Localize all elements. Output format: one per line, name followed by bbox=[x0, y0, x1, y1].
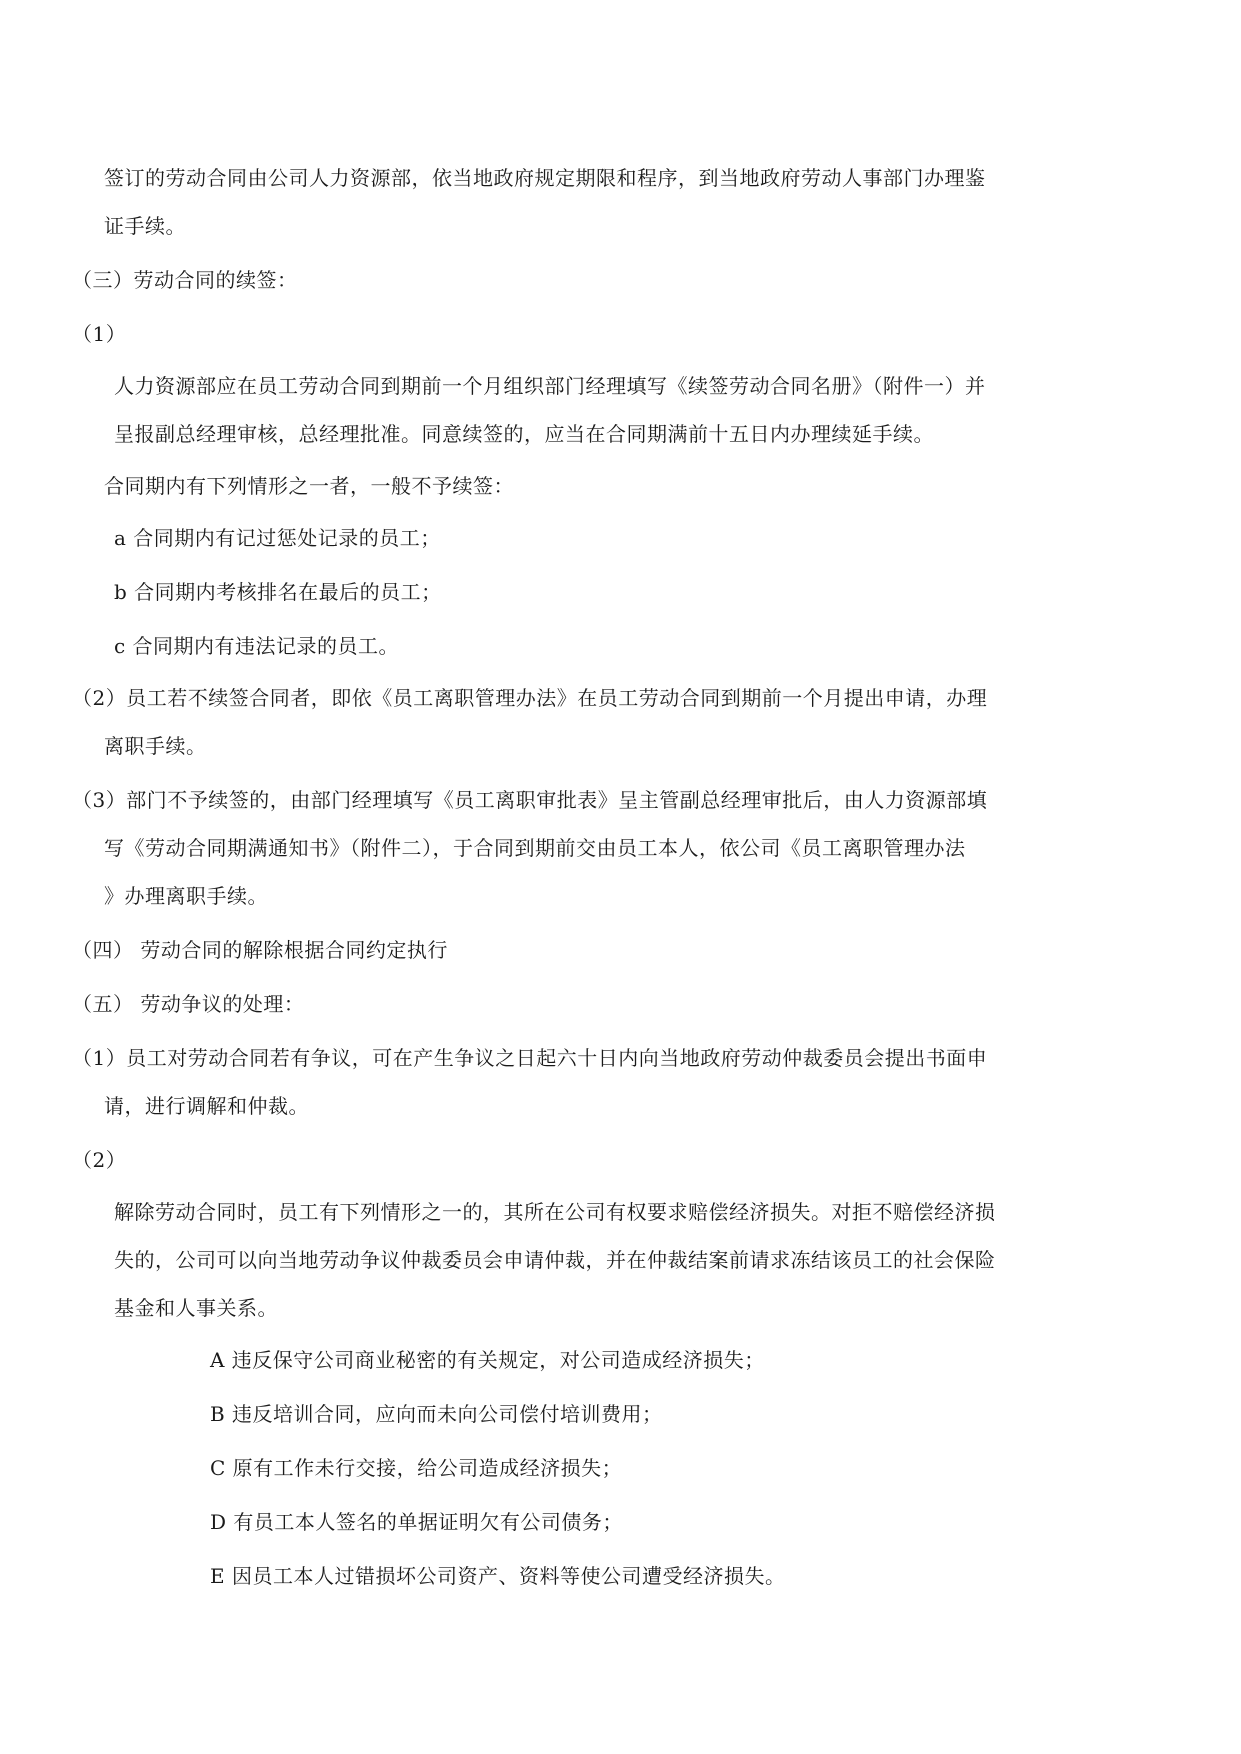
paragraph-line: 基金和人事关系。 bbox=[114, 1296, 278, 1320]
list-item: C 原有工作未行交接，给公司造成经济损失； bbox=[210, 1456, 623, 1480]
list-item: B 违反培训合同，应向而未向公司偿付培训费用； bbox=[210, 1402, 663, 1426]
paragraph-line: 失的，公司可以向当地劳动争议仲裁委员会申请仲裁，并在仲裁结案前请求冻结该员工的社会保险 bbox=[114, 1248, 996, 1272]
paragraph-line: 签订的劳动合同由公司人力资源部，依当地政府规定期限和程序，到当地政府劳动人事部门办理鉴 bbox=[104, 166, 986, 190]
section-heading: （四） 劳动合同的解除根据合同约定执行 bbox=[72, 938, 448, 962]
item-number: （1） bbox=[72, 322, 127, 346]
paragraph-line: 人力资源部应在员工劳动合同到期前一个月组织部门经理填写《续签劳动合同名册》（附件一）并 bbox=[114, 374, 986, 398]
paragraph-line: 解除劳动合同时，员工有下列情形之一的，其所在公司有权要求赔偿经济损失。对拒不赔偿经济损 bbox=[114, 1200, 996, 1224]
list-item: c 合同期内有违法记录的员工。 bbox=[114, 634, 400, 658]
item-number: （2） bbox=[72, 1148, 127, 1172]
list-item: A 违反保守公司商业秘密的有关规定，对公司造成经济损失； bbox=[210, 1348, 765, 1372]
paragraph-line: 离职手续。 bbox=[104, 734, 207, 758]
paragraph-line: 证手续。 bbox=[104, 214, 186, 238]
paragraph-line: 呈报副总经理审核，总经理批准。同意续签的，应当在合同期满前十五日内办理续延手续。 bbox=[114, 422, 934, 446]
list-item: D 有员工本人签名的单据证明欠有公司债务； bbox=[210, 1510, 623, 1534]
paragraph-line: 请，进行调解和仲裁。 bbox=[104, 1094, 309, 1118]
section-heading: （五） 劳动争议的处理： bbox=[72, 992, 305, 1016]
list-item: b 合同期内考核排名在最后的员工； bbox=[114, 580, 442, 604]
paragraph-line: 合同期内有下列情形之一者，一般不予续签： bbox=[104, 474, 514, 498]
list-item: a 合同期内有记过惩处记录的员工； bbox=[114, 526, 441, 550]
section-heading: （三）劳动合同的续签： bbox=[72, 268, 298, 292]
list-item: E 因员工本人过错损坏公司资产、资料等使公司遭受经济损失。 bbox=[210, 1564, 786, 1588]
paragraph-line: 写《劳动合同期满通知书》（附件二），于合同到期前交由员工本人，依公司《员工离职管理办法 bbox=[104, 836, 966, 860]
paragraph-line: （1）员工对劳动合同若有争议，可在产生争议之日起六十日内向当地政府劳动仲裁委员会提出书面申 bbox=[72, 1046, 988, 1070]
paragraph-line: 》办理离职手续。 bbox=[104, 884, 268, 908]
paragraph-line: （2）员工若不续签合同者，即依《员工离职管理办法》在员工劳动合同到期前一个月提出申请，办理 bbox=[72, 686, 988, 710]
paragraph-line: （3）部门不予续签的，由部门经理填写《员工离职审批表》呈主管副总经理审批后，由人力资源部填 bbox=[72, 788, 988, 812]
